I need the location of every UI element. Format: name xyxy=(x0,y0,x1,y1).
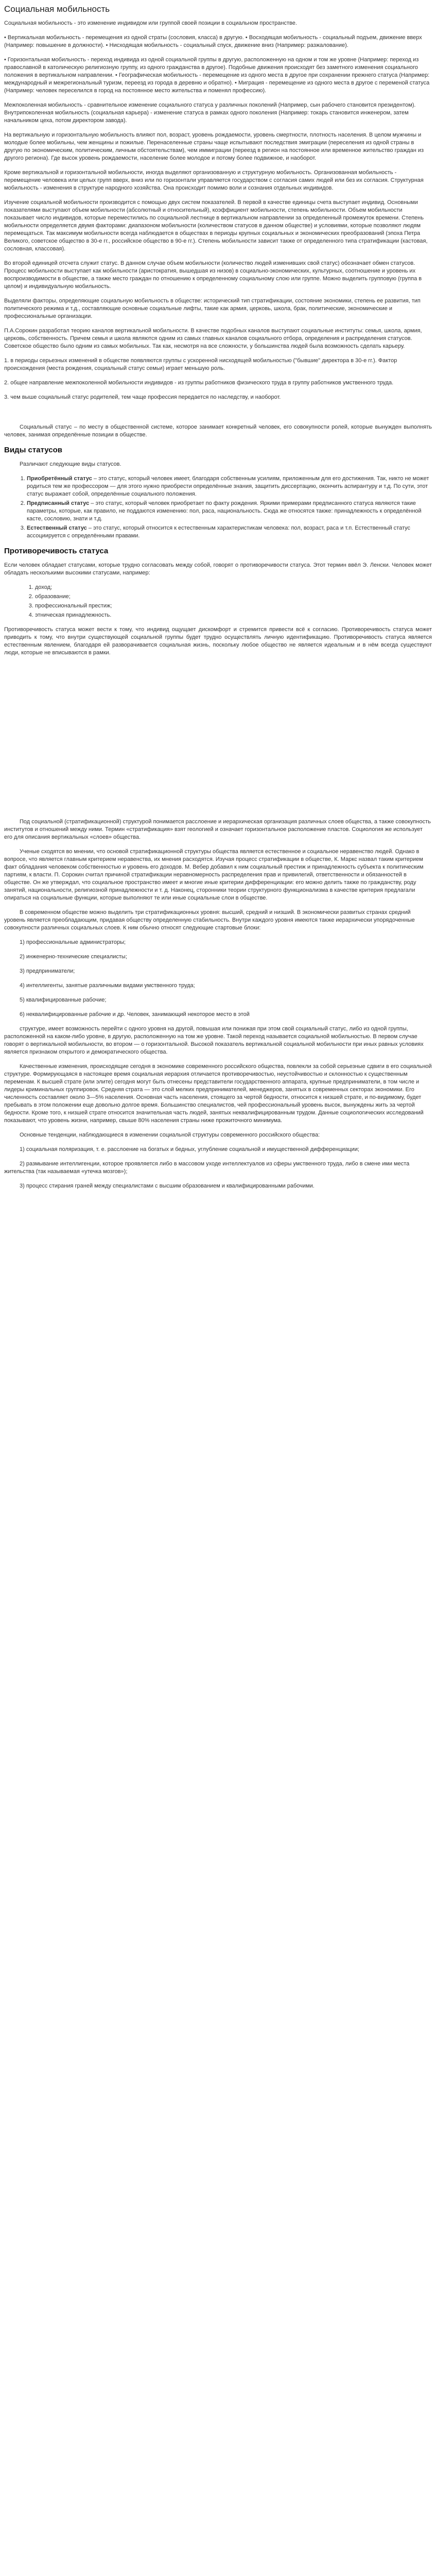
paragraph: 1. в периоды серьезных изменений в обществе появляются группы с ускоренной нисходящей мобильностью ("бывшие" директора в 30-е гг.). Фактор происхождения (места рождения, социальный статус семьи) играет меньшую роль. xyxy=(4,358,397,371)
definition: – это статус, который относится к естественным характеристикам человека: пол, возраст, раса и т.п. Естественный статус ассоциируется с определёнными правами. xyxy=(27,525,411,539)
document xyxy=(0,0,436,1190)
paragraph: Изучение социальной мобильности производится с помощью двух систем показателей. В первой в качестве единицы счета выступает индивид. Основными показателями выступают объем мобильности (абсолютный и относительный), коэффициент мобильности, степень мобильности. Объем мобильности показывает число индивидов, которые переместились по социальной лестнице в вертикальном направлении за определенный промежуток времени. Степень мобильности определяется двумя факторами: диапазоном мобильности (количеством статусов в данном обществе) и условиями, которые позволяют людям перемещаться. Так максимум мобильности всегда наблюдается в обществах в периоды крупных социальных и экономических преобразований (эпоха Петра Великого, советское общество в 30-е гг., российское общество в 90-е гг.). Степень мобильности зависит также от определенного типа стратификации (кастовая, сословная, классовая). xyxy=(4,199,428,252)
paragraph: структуре, имеет возможность перейти с одного уровня на другой, повышая или понижая при этом свой социальный статус, либо из одной группы, расположенной на каком-либо уровне, в другую, расположенную на том же уровне. Такой переход называется социальной мобильностью. В первом случае говорят о вертикальной мобильности, во втором — о горизонтальной. Высокой показатель вертикальной социальной мобильности при иных равных условиях является признаком открытого и демократического общества. xyxy=(4,1026,424,1055)
paragraph: Во второй единицей отсчета служит статус. В данном случае объем мобильности (количество людей изменивших свой статус) обозначает обмен статусов. Процесс мобильности выступает как мобильности (аристократия, вышедшая из низов) в социально-экономических, культурных, соотношение и уровень их воспроизводимости в обществе, а также место граждан по отношению к определенному социальному слою или группе. Можно выделить групповую (группа в целом) и индивидуальную мобильность. xyxy=(4,260,422,290)
paragraph: Ученые сходятся во мнении, что основой стратификационной структуры общества является естественное и социальное неравенство людей. Однако в вопросе, что является главным критерием неравенства, их мнения расходятся. Изучая процесс стратификации в обществе, К. Маркс назвал таким критерием факт обладания человеком собственностью и уровень его доходов. М. Вебер добавил к ним социальный престиж и принадлежность субъекта к политическим партиям, к власти. П. Сорокин считал причиной стратификации неравномерность распределения прав и привилегий, ответственности и обязанностей в обществе. Он же утверждал, что социальное пространство имеет и многие иные критерии дифференциации: его можно делить также по гражданству, роду занятий, национальности, религиозной принадлежности и т. д. Наконец, сторонники теории структурного функционализма в качестве критерия предлагали опираться на социальные функции, которые выполняют те или иные социальные слои в обществе. xyxy=(4,849,424,901)
paragraph: П.А.Сорокин разработал теорию каналов вертикальной мобильности. В качестве подобных каналов выступают социальные институты: семья, школа, армия, церковь, собственность. Причем семья и школа являются одним из самых главных каналов социального отбора, определения и распределения статусов. Советское общество было одним из самых мобильных. Так как, несмотря на все сложности, у большинства людей была возможность сделать карьеру. xyxy=(4,328,422,349)
section-heading-status-types: Виды статусов xyxy=(4,446,62,454)
paragraph: Социальная мобильность - это изменение индивидом или группой своей позиции в социальном пространстве. xyxy=(4,20,297,26)
paragraph: Если человек обладает статусами, которые трудно согласовать между собой, говорят о противоречивости статуса. Этот термин ввёл Э. Ленски. Человек может обладать несколькими высокими статусами, например: xyxy=(4,562,432,576)
term: Предписанный статус xyxy=(27,500,90,506)
page-title: Социальная мобильность xyxy=(4,4,110,14)
paragraph: 5) квалифицированные рабочие; xyxy=(20,997,107,1003)
status-types-list xyxy=(4,475,432,540)
definition: – это статус, который человек приобретает по факту рождения. Яркими примерами предписанного статуса являются такие параметры, которые, как правило, не поддаются изменению: пол, раса, национальность. Сюда же относятся также: принадлежность к определённой касте, сословию, знати и т.д. xyxy=(27,500,422,522)
paragraph: Качественные изменения, происходящие сегодня в экономике современного российского общества, повлекли за собой серьезные сдвиги в его социальной структуре. Формирующаяся в настоящее время социальная иерархия отличается противоречивостью, неустойчивостью и склонностью к существенным переменам. К высшей страте (или элите) сегодня могут быть отнесены представители государственного аппарата, крупные предприниматели, в том числе и лидеры криминальных группировок. Средняя страта — это слой мелких предпринимателей, менеджеров, занятых в современных секторах экономики. Его численность составляет около 3—5% населения. Основная часть населения, стоящего за чертой бедности, относится к низшей страте, и по-видимому, будет пребывать в этом положении еще довольно долгое время. Большинство специалистов, чей профессиональный уровень высок, вынуждены жить за чертой бедности. Кроме того, к низшей страте относится значительная часть людей, занятых неквалифицированным трудом. Данные социологических исследований показывают, что уровень жизни, например, свыше 80% населения страны ниже прожиточного минимума. xyxy=(4,1063,432,1124)
list-item xyxy=(27,475,432,498)
paragraph: Кроме вертикальной и горизонтальной мобильности, иногда выделяют организованную и структурную мобильность. Организованная мобильность - перемещение человека или целых групп вверх, вниз или по горизонтали управляется государством с согласия самих людей или без их согласия. Структурная мобильность - изменения в структуре народного хозяйства. Она происходит помимо воли и сознания отдельных индивидов. xyxy=(4,170,424,191)
intro-quote: Социальный статус – по месту в общественной системе, которое занимает конкретный человек, его совокупности ролей, которые вынужден выполнять человек, занимая определённые позиции в обществе. xyxy=(4,424,432,438)
paragraph: Выделяли факторы, определяющие социальную мобильность в обществе: исторический тип стратификации, состояние экономики, степень ее развития, тип политического режима и т.д., составляющие основные социальные лифты, такие как армия, церковь, школа, брак, политические, экономические и профессиональные организации. xyxy=(4,298,421,319)
term: Приобретённый статус xyxy=(27,476,92,482)
paragraph: • Горизонтальная мобильность - переход индивида из одной социальной группы в другую, расположенную на одном и том же уровне (Например: переход из православной в католическую религиозную группу, из одного гражданства в другое). Подобные движения происходят без заметного изменения социального положения в вертикальном направлении. • Географическая мобильность - перемещение из одного места в другое при сохранении прежнего статуса (Например: международный и межрегиональный туризм, переезд из города в деревню и обратно). • Миграция - перемещение из одного места в другое с переменой статуса (Например: человек переселился в город на постоянное место жительства и поменял профессию). xyxy=(4,57,430,94)
paragraph: Основные тенденции, наблюдающиеся в изменении социальной структуры современного российского общества: xyxy=(20,1132,320,1138)
paragraph: 6) неквалифицированные рабочие и др. Человек, занимающий некоторое место в этой xyxy=(20,1011,250,1018)
paragraph: Различают следующие виды статусов. xyxy=(20,461,121,467)
list-item: 2. образование; xyxy=(35,593,432,601)
paragraph: 3. чем выше социальный статус родителей, тем чаще профессия передается по наследству, и наоборот. xyxy=(4,394,281,400)
paragraph: 2. общее направление межпоколенной мобильности индивидов - из группы работников физического труда в группу работников умственного труда. xyxy=(4,380,394,386)
definition: – это статус, который человек имеет, благодаря собственным усилиям, приложенным для его достижения. Так, никто не может родиться тем же профессором — для этого нужно приобрести определённые знания, защитить диссертацию, окончить аспирантуру и т.д. По сути, этот статус выражает собой, определённые социального положения. xyxy=(27,476,429,497)
section-heading-inconsistency: Противоречивость статуса xyxy=(4,547,109,555)
list-item: 4. этническая принадлежность. xyxy=(35,612,432,619)
paragraph: 4) интеллигенты, занятые различными видами умственного труда; xyxy=(20,982,195,989)
paragraph: В современном обществе можно выделить три стратификационных уровня: высший, средний и низший. В экономически развитых странах средний уровень является преобладающим, придавая обществу определенную стабильность. Внутри каждого уровня имеются также иерархически упорядоченные совокупности различных социальных слоев. К ним обычно относят следующие стартовые блоки: xyxy=(4,909,415,931)
paragraph: 3) предприниматели; xyxy=(20,968,75,974)
paragraph: Противоречивость статуса может вести к тому, что индивид ощущает дискомфорт и стремится привести всё к согласию. Противоречивость статуса может приводить к тому, что внутри существующей социальной группы будет трудно осуществлять личную идентификацию. Противоречивость статуса является естественным явлением, благодаря ей разворачивается социальная жизнь, поскольку любое общество не является идеальным и в нём всегда существуют люди, которые не вписываются в рамки. xyxy=(4,626,432,656)
list-item xyxy=(27,500,432,523)
list-item: 1. доход; xyxy=(35,584,432,591)
term: Естественный статус xyxy=(27,525,87,531)
blank-space xyxy=(4,664,432,818)
paragraph: • Вертикальная мобильность - перемещения из одной страты (сословия, класса) в другую. • Восходящая мобильность - социальный подъем, движение вверх (Например: повышение в должности). • Нисходящая мобильность - социальный спуск, движение вниз (Например: разжалование). xyxy=(4,35,422,48)
paragraph: 3) процесс стирания граней между специалистами с высшим образованием и квалифицированными рабочими. xyxy=(20,1183,315,1189)
list-item xyxy=(27,524,432,540)
paragraph: 2) размывание интеллигенции, которое проявляется либо в массовом уходе интеллектуалов из сферы умственного труда, либо в смене ими места жительства (так называемая «утечка мозгов»); xyxy=(4,1161,410,1175)
list-item: 3. профессиональный престиж; xyxy=(35,602,432,610)
paragraph: 2) инженерно-технические специалисты; xyxy=(20,954,127,960)
inconsistency-list xyxy=(4,584,432,619)
paragraph: 1) социальная поляризация, т. е. расслоение на богатых и бедных, углубление социальной и имущественной дифференциации; xyxy=(20,1146,359,1153)
paragraph: Под социальной (стратификационной) структурой понимается расслоение и иерархическая организация различных слоев общества, а также совокупность институтов и отношений между ними. Термин «стратификация» взят геологией и означает горизонтальное расположение пластов. Социология же использует его для описания вертикальных «слоев» общества. xyxy=(4,819,431,840)
paragraph: 1) профессиональные администраторы; xyxy=(20,939,126,945)
paragraph: На вертикальную и горизонтальную мобильность влияют пол, возраст, уровень рождаемости, уровень смертности, плотность населения. В целом мужчины и молодые более мобильны, чем женщины и пожилые. Перенаселенные страны чаще испытывают последствия эмиграции (переселения из одной страны в другую по экономическим, политическим, личным обстоятельствам), чем иммиграции (переезд в регион на постоянное или временное жительство граждан из другого региона). Где высок уровень рождаемости, население более молодое и потому более подвижное, и наоборот. xyxy=(4,132,424,161)
paragraph: Межпоколенная мобильность - сравнительное изменение социального статуса у различных поколений (Например, сын рабочего становится президентом). Внутрипоколенная мобильность (социальная карьера) - изменение статуса в рамках одного поколения (Например: токарь становится инженером, затем начальником цеха, потом директором завода). xyxy=(4,102,416,124)
